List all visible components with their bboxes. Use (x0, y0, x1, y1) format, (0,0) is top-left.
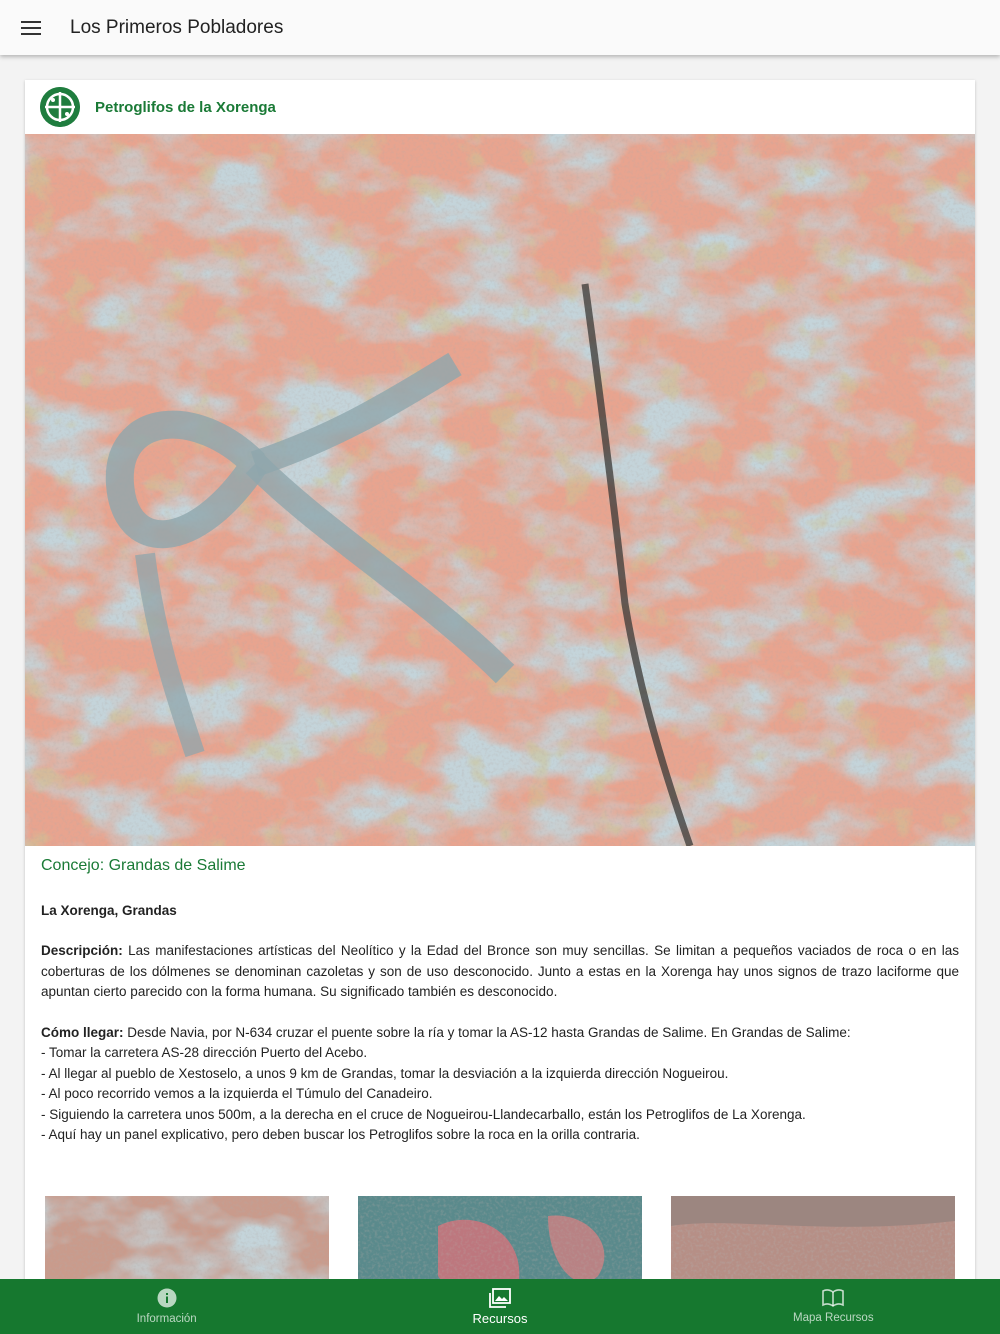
direction-step: - Aquí hay un panel explicativo, pero deben buscar los Petroglifos sobre la roca en la orilla contraria. (41, 1127, 640, 1142)
gallery-thumbnail[interactable] (45, 1196, 329, 1279)
direction-step: - Al llegar al pueblo de Xestoselo, a unos 9 km de Grandas, tomar la desviación a la izquierda dirección Nogueirou. (41, 1065, 729, 1081)
petroglyph-logo-icon (40, 87, 80, 127)
card-title: Petroglifos de la Xorenga (95, 98, 276, 116)
gallery-thumbnail[interactable] (671, 1196, 955, 1279)
description-text: Las manifestaciones artísticas del Neolítico y la Edad del Bronce son muy sencillas. Se limitan a pequeños vaciados de roca o en las coberturas de los dólmenes se denominan cazoletas y son de uso desconocido. Junto a estas en la Xorenga hay unos signos de trazo laciforme que apuntan cierto parecido con la forma humana. Su significado también es desconocido. (41, 943, 959, 999)
gallery-thumbnail[interactable] (358, 1196, 642, 1279)
description-label: Descripción: (41, 943, 123, 958)
nav-item-informacion[interactable] (0, 1279, 333, 1334)
nav-label-recursos: Recursos (472, 1310, 528, 1326)
resource-card (25, 80, 975, 1279)
nav-label-informacion: Información (136, 1313, 197, 1325)
direction-step: - Al poco recorrido vemos a la izquierda el Túmulo del Canadeiro. (41, 1086, 433, 1101)
direction-step: - Tomar la carretera AS-28 dirección Puerto del Acebo. (41, 1045, 368, 1060)
bottom-navigation (0, 1279, 1000, 1334)
app-title: Los Primeros Pobladores (70, 16, 284, 38)
directions-intro (41, 1023, 959, 1044)
nav-item-recursos[interactable] (333, 1279, 666, 1334)
direction-step: - Siguiendo la carretera unos 500m, a la derecha en el cruce de Nogueirou-Llandecarballo, están los Petroglifos de La Xorenga. (41, 1106, 806, 1122)
location-title: La Xorenga, Grandas (41, 902, 177, 918)
card-header (25, 80, 975, 134)
menu-icon (21, 20, 41, 36)
concejo-label: Concejo: Grandas de Salime (41, 857, 246, 874)
directions-label: Cómo llegar: (41, 1024, 124, 1040)
thumbnail-gallery (45, 1196, 955, 1279)
description-paragraph (41, 941, 959, 1003)
directions-section (41, 1023, 959, 1146)
nav-item-mapa-recursos[interactable] (667, 1279, 1000, 1334)
content-scroll[interactable] (0, 55, 1000, 1279)
petroglyph-photo (25, 134, 975, 846)
photo-library-icon (489, 1288, 511, 1308)
directions-intro-text: Desde Navia, por N-634 cruzar el puente sobre la ría y tomar la AS-12 hasta Grandas de Salime. En Grandas de Salime: (123, 1024, 851, 1040)
info-icon (157, 1288, 177, 1308)
menu-button[interactable] (0, 0, 62, 55)
app-bar (0, 0, 1000, 55)
nav-label-mapa-recursos: Mapa Recursos (793, 1312, 874, 1324)
directions-steps (41, 1043, 959, 1146)
book-map-icon (822, 1289, 844, 1307)
